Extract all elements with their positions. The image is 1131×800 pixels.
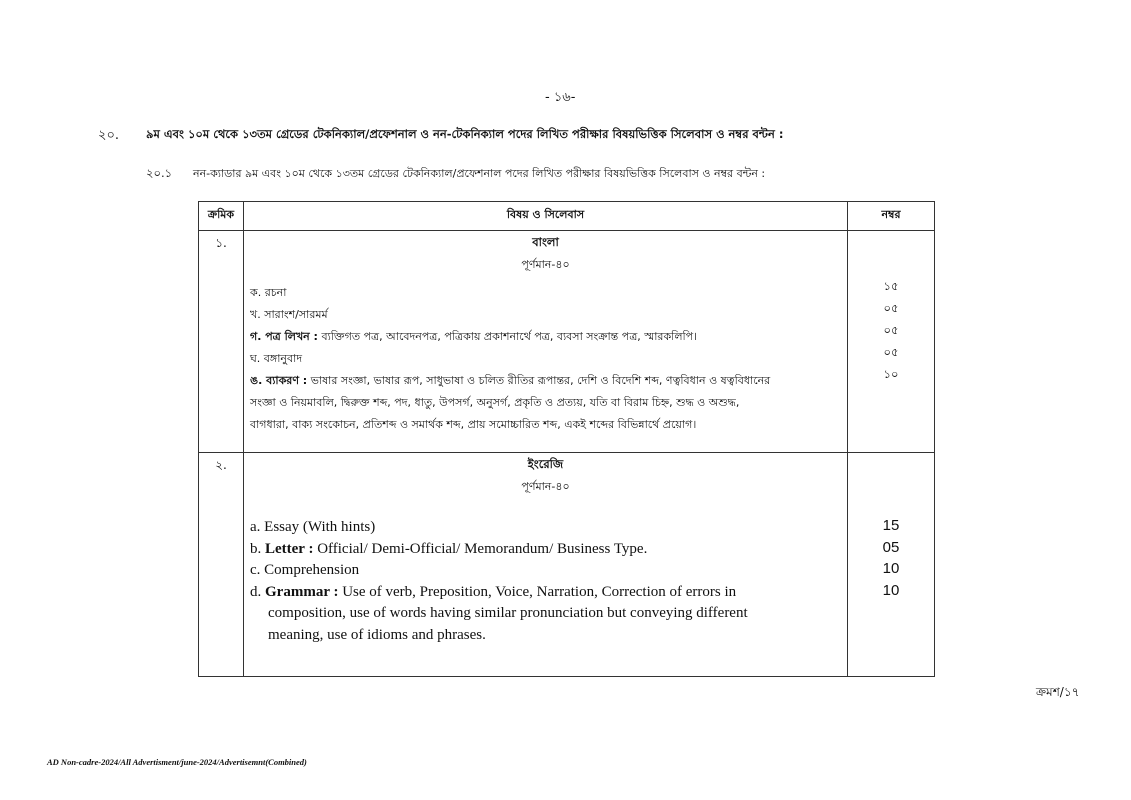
mark-value: 05: [882, 538, 900, 556]
table-header-row: [199, 202, 935, 231]
list-item-continuation: সংজ্ঞা ও নিয়মাবলি, দ্বিরুক্ত শব্দ, পদ, ধাতু, উপসর্গ, অনুসর্গ, প্রকৃতি ও প্রত্যয়, যতি বা বিরাম চিহ্ন, শুদ্ধ ও অশুদ্ধ,: [250, 396, 740, 409]
list-item: ঘ. বঙ্গানুবাদ: [250, 352, 303, 365]
subject-title: ইংরেজি: [527, 457, 564, 471]
item-prefix: b.: [250, 540, 265, 557]
list-item-continuation: meaning, use of idioms and phrases.: [268, 626, 486, 643]
item-label: ঙ. ব্যাকরণ :: [250, 374, 308, 387]
item-label: Letter :: [265, 540, 314, 557]
subsection-number: ২০.১: [146, 166, 173, 180]
item-text: Use of verb, Preposition, Voice, Narration, Correction of errors in: [338, 583, 737, 600]
section-number: ২০.: [98, 128, 120, 143]
subject-title: বাংলা: [532, 235, 559, 249]
syllabus-list: [250, 282, 847, 392]
continued-label: ক্রমশ/১৭: [1036, 685, 1080, 699]
item-prefix: d.: [250, 583, 265, 600]
item-text: ভাষার সংজ্ঞা, ভাষার রূপ, সাধুভাষা ও চলিত রীতির রূপান্তর, দেশি ও বিদেশি শব্দ, ণত্ববিধান ও ষত্ববিধানের: [307, 374, 771, 387]
full-marks: পূর্ণমান-৪০: [521, 480, 570, 493]
header-marks: নম্বর: [848, 202, 935, 231]
mark-value: 10: [882, 581, 900, 599]
serial-cell: ২.: [199, 453, 244, 677]
list-item-continuation: composition, use of words having similar pronunciation but conveying different: [268, 605, 748, 621]
page-number: - ১৬-: [545, 90, 576, 105]
mark-value: 15: [882, 517, 900, 534]
mark-value: ১৫: [883, 279, 899, 293]
mark-value: ০৫: [883, 345, 899, 359]
footer-path: AD Non-cadre-2024/All Advertisment/june-2024/Advertisemnt(Combined): [47, 757, 307, 767]
item-label: গ. পত্র লিখন :: [250, 330, 318, 343]
marks-cell: [848, 453, 935, 677]
list-item-continuation: বাগধারা, বাক্য সংকোচন, প্রতিশব্দ ও সমার্থক শব্দ, প্রায় সমোচ্চারিত শব্দ, একই শব্দের বিভিন্নার্থে প্রয়োগ।: [250, 418, 697, 431]
full-marks: পূর্ণমান-৪০: [521, 258, 570, 271]
syllabus-table: [198, 201, 935, 677]
list-item: c. Comprehension: [250, 562, 360, 578]
marks-cell: [848, 231, 935, 453]
item-text: Official/ Demi-Official/ Memorandum/ Business Type.: [313, 540, 648, 557]
list-item: [250, 582, 847, 604]
table-row-bangla: [199, 231, 935, 453]
list-item: খ. সারাংশ/সারমর্ম: [250, 308, 328, 321]
section-title: ৯ম এবং ১০ম থেকে ১৩তম গ্রেডের টেকনিক্যাল/প্রফেশনাল ও নন-টেকনিক্যাল পদের লিখিত পরীক্ষার বিষয়ভিত্তিক সিলেবাস ও নম্বর বন্টন :: [146, 127, 784, 141]
subsection-title: নন-ক্যাডার ৯ম এবং ১০ম থেকে ১৩তম গ্রেডের টেকনিক্যাল/প্রফেশনাল পদের লিখিত পরীক্ষার বিষয়ভিত্তিক সিলেবাস ও নম্বর বন্টন :: [193, 167, 766, 180]
mark-value: ০৫: [883, 301, 899, 315]
item-label: Grammar :: [265, 583, 339, 600]
list-item: [250, 539, 847, 561]
syllabus-list: [250, 517, 847, 646]
list-item: [250, 326, 847, 348]
mark-value: 10: [882, 560, 900, 577]
table-row-english: [199, 453, 935, 677]
mark-value: ০৫: [883, 323, 899, 337]
item-text: ব্যক্তিগত পত্র, আবেদনপত্র, পত্রিকায় প্রকাশনার্থে পত্র, ব্যবসা সংক্রান্ত পত্র, স্মারকলিপি।: [317, 330, 698, 343]
subject-cell: [244, 453, 848, 677]
header-serial: ক্রমিক: [199, 202, 244, 231]
mark-value: ১০: [883, 367, 899, 381]
header-subject: বিষয় ও সিলেবাস: [244, 202, 848, 231]
serial-cell: ১.: [199, 231, 244, 453]
list-item: [250, 370, 847, 392]
list-item: a. Essay (With hints): [250, 519, 376, 535]
list-item: ক. রচনা: [250, 286, 287, 299]
subject-cell: [244, 231, 848, 453]
